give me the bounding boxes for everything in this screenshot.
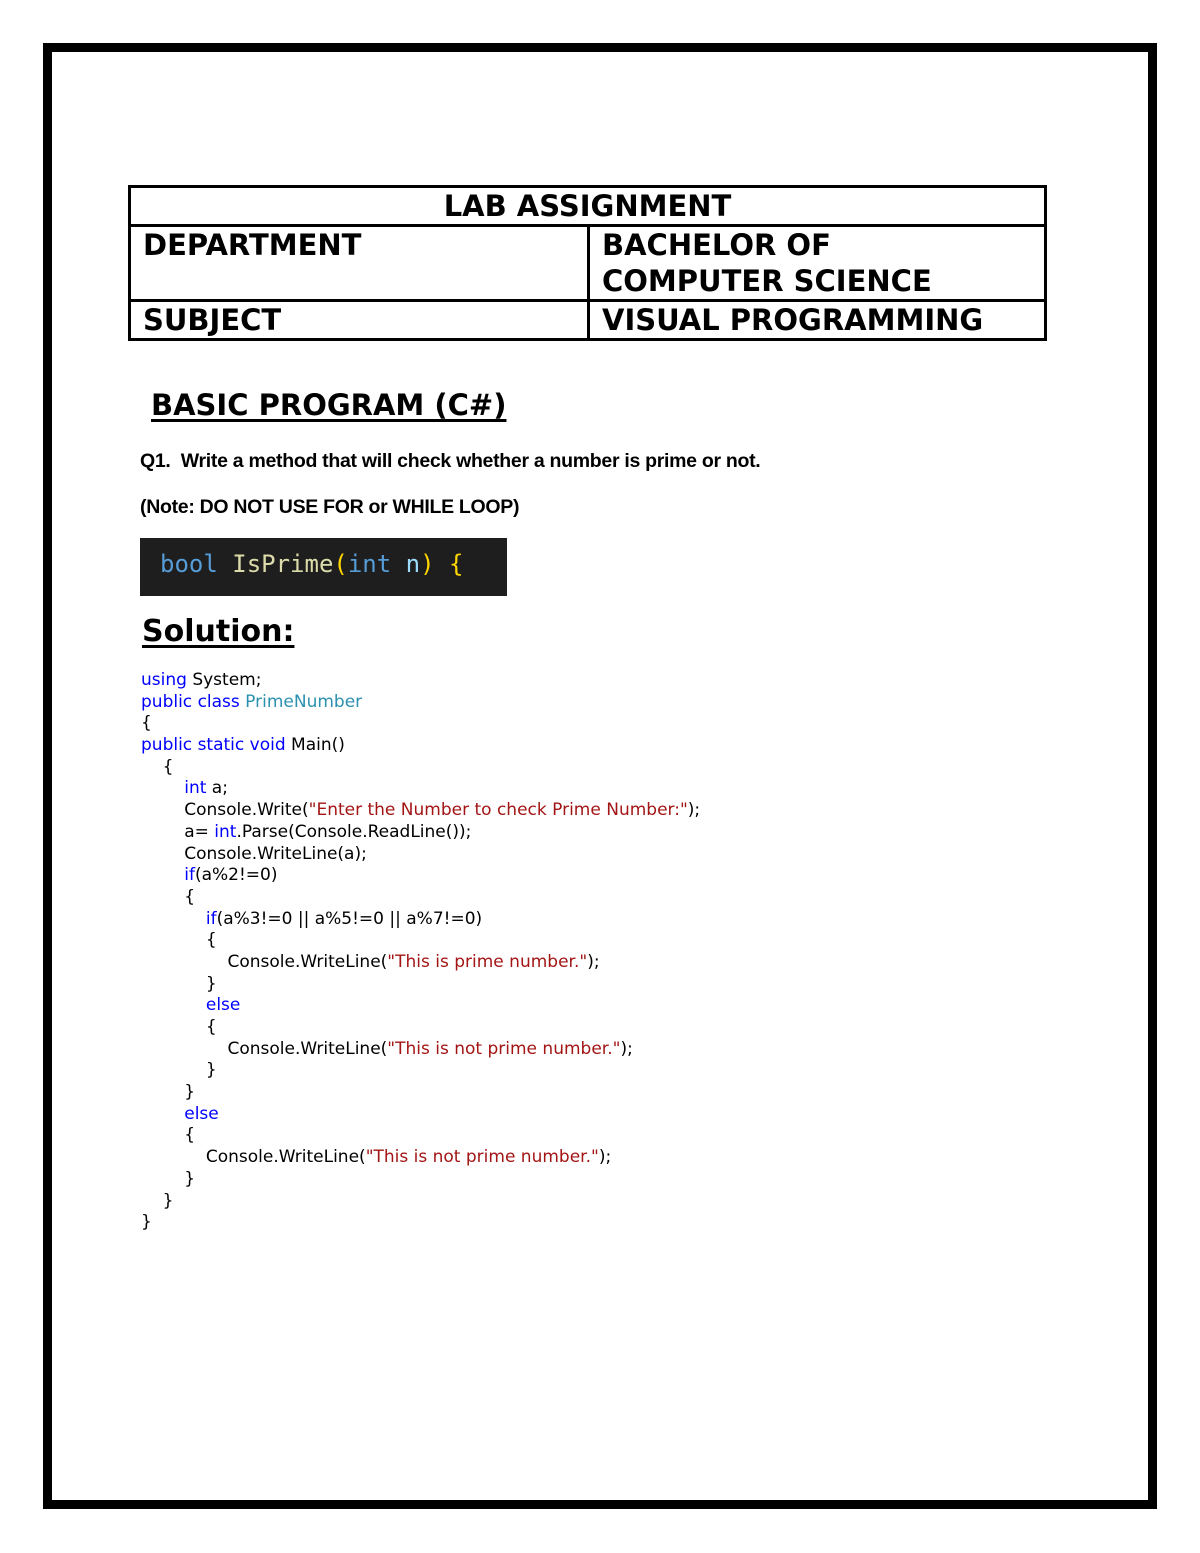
code-line bbox=[141, 930, 700, 952]
code-line bbox=[141, 952, 700, 974]
code-line bbox=[141, 778, 700, 800]
code-token: { bbox=[141, 930, 217, 951]
snippet-token: { bbox=[449, 550, 464, 578]
code-line bbox=[141, 1147, 700, 1169]
code-token: Console.WriteLine(a); bbox=[141, 843, 367, 864]
subject-value: VISUAL PROGRAMMING bbox=[589, 301, 1046, 340]
code-token: if bbox=[184, 865, 195, 886]
code-line bbox=[141, 735, 700, 757]
snippet-token: int bbox=[347, 550, 392, 578]
code-token: int bbox=[184, 778, 207, 799]
code-token bbox=[141, 1104, 184, 1124]
code-token: "Enter the Number to check Prime Number:" bbox=[308, 800, 688, 821]
code-token: public bbox=[141, 691, 193, 712]
section-heading: BASIC PROGRAM (C#) bbox=[151, 388, 507, 422]
snippet-token: bool bbox=[160, 550, 218, 578]
code-token: "This is not prime number." bbox=[365, 1147, 599, 1168]
code-token: System; bbox=[186, 670, 262, 690]
code-token: else bbox=[205, 995, 241, 1016]
code-line bbox=[141, 844, 700, 866]
code-token: Console.WriteLine( bbox=[141, 951, 388, 972]
code-token: a; bbox=[206, 778, 228, 799]
code-token: { bbox=[141, 886, 196, 907]
code-token bbox=[141, 778, 184, 798]
department-value-line: BACHELOR OF bbox=[602, 228, 831, 262]
code-line bbox=[141, 692, 700, 714]
code-token bbox=[141, 995, 206, 1015]
code-token: static bbox=[197, 735, 245, 756]
code-line bbox=[141, 887, 700, 909]
department-label: DEPARTMENT bbox=[130, 226, 589, 301]
code-token: a= bbox=[141, 821, 215, 842]
code-token: public bbox=[141, 735, 193, 756]
code-token: ); bbox=[587, 951, 600, 972]
code-line bbox=[141, 909, 700, 931]
code-token: } bbox=[141, 973, 217, 994]
code-token: Console.WriteLine( bbox=[141, 1147, 366, 1168]
code-token: else bbox=[184, 1103, 219, 1124]
code-token: using bbox=[141, 670, 187, 690]
code-line bbox=[141, 1212, 700, 1234]
code-token: } bbox=[141, 1060, 217, 1081]
code-token: ); bbox=[687, 800, 701, 821]
snippet-token bbox=[435, 550, 449, 578]
snippet-token: ( bbox=[333, 550, 348, 578]
code-token: "This is prime number." bbox=[387, 951, 588, 972]
code-line bbox=[141, 800, 700, 822]
code-token: Main() bbox=[285, 735, 345, 756]
code-line bbox=[141, 1125, 700, 1147]
code-token: } bbox=[141, 1168, 196, 1189]
code-token: "This is not prime number." bbox=[387, 1038, 621, 1059]
code-token: } bbox=[141, 1082, 196, 1103]
code-line bbox=[141, 822, 700, 844]
code-line bbox=[141, 1017, 700, 1039]
table-title: LAB ASSIGNMENT bbox=[130, 187, 1046, 226]
question-text: Q1. Write a method that will check whether a number is prime or not. bbox=[140, 450, 761, 472]
assignment-header-table bbox=[128, 185, 1047, 341]
code-token: } bbox=[141, 1190, 174, 1211]
snippet-token bbox=[218, 550, 232, 578]
code-token: { bbox=[141, 713, 152, 734]
code-token: .Parse(Console.ReadLine()); bbox=[236, 821, 472, 842]
note-text: (Note: DO NOT USE FOR or WHILE LOOP) bbox=[140, 496, 520, 518]
code-line bbox=[141, 995, 700, 1017]
code-line bbox=[141, 1104, 700, 1126]
code-line bbox=[141, 670, 700, 692]
code-token: { bbox=[141, 1125, 196, 1146]
code-line bbox=[141, 974, 700, 996]
snippet-token: IsPrime bbox=[232, 550, 334, 578]
code-token: ); bbox=[598, 1147, 612, 1168]
code-token bbox=[141, 909, 206, 929]
snippet-token: n bbox=[405, 550, 421, 578]
code-line bbox=[141, 1060, 700, 1082]
code-token: int bbox=[214, 821, 237, 842]
code-token: { bbox=[141, 1017, 217, 1037]
code-token: void bbox=[249, 735, 286, 756]
solution-heading: Solution: bbox=[142, 614, 295, 649]
snippet-token: ) bbox=[420, 550, 435, 578]
code-token: (a%2!=0) bbox=[194, 865, 278, 886]
code-line bbox=[141, 713, 700, 735]
snippet-token bbox=[391, 550, 405, 578]
code-token: Console.Write( bbox=[141, 800, 309, 821]
code-line bbox=[141, 1039, 700, 1061]
solution-code-block bbox=[141, 670, 700, 1234]
code-line bbox=[141, 865, 700, 887]
code-token: Console.WriteLine( bbox=[141, 1038, 388, 1059]
code-snippet-image bbox=[140, 538, 507, 596]
department-value-line: COMPUTER SCIENCE bbox=[602, 264, 932, 298]
code-token: PrimeNumber bbox=[245, 691, 363, 712]
code-line bbox=[141, 1169, 700, 1191]
code-line bbox=[141, 1191, 700, 1213]
department-value bbox=[589, 226, 1046, 301]
subject-label: SUBJECT bbox=[130, 301, 589, 340]
code-line bbox=[141, 1082, 700, 1104]
code-line bbox=[141, 757, 700, 779]
code-token: } bbox=[141, 1212, 152, 1233]
code-token bbox=[141, 865, 184, 885]
code-token: ); bbox=[620, 1038, 633, 1059]
code-token: { bbox=[141, 756, 174, 777]
code-token: (a%3!=0 || a%5!=0 || a%7!=0) bbox=[216, 908, 483, 929]
code-token: if bbox=[205, 908, 217, 929]
code-token: class bbox=[197, 691, 240, 712]
